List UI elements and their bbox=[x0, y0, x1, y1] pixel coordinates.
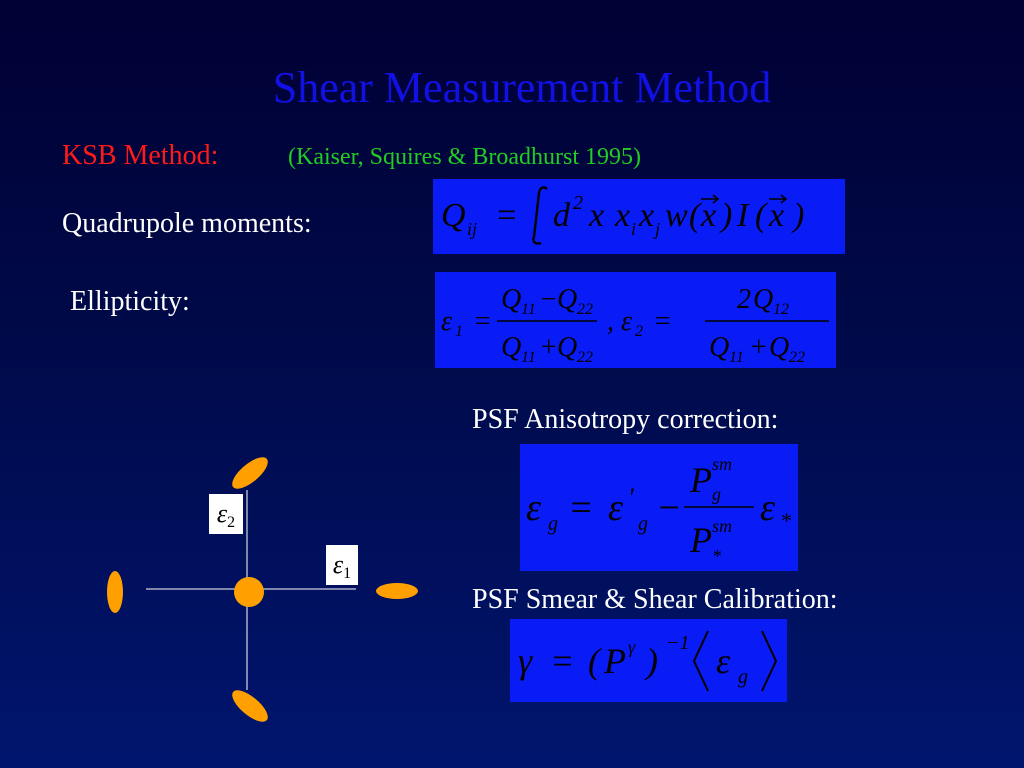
shear-calibration-formula bbox=[510, 619, 787, 702]
slide-title: Shear Measurement Method bbox=[272, 63, 772, 112]
quadrupole-label: Quadrupole moments: bbox=[62, 208, 312, 239]
epsilon-2-subscript: 2 bbox=[227, 514, 236, 531]
svg-text:I: I bbox=[737, 197, 749, 234]
psf-anisotropy-formula bbox=[520, 444, 798, 571]
center-circle bbox=[234, 577, 264, 607]
svg-text:Q: Q bbox=[501, 284, 522, 315]
svg-text:−: − bbox=[656, 487, 682, 529]
svg-text:P: P bbox=[690, 460, 712, 500]
svg-text:x: x bbox=[589, 197, 605, 234]
svg-text:Q: Q bbox=[753, 284, 774, 315]
svg-text:x: x bbox=[769, 197, 785, 234]
svg-text:ε: ε bbox=[716, 641, 731, 681]
svg-text:Q: Q bbox=[441, 197, 466, 234]
epsilon-2-label: ε2 bbox=[209, 494, 243, 534]
svg-text:ij: ij bbox=[467, 219, 478, 239]
epsilon-1-subscript: 1 bbox=[343, 565, 352, 582]
svg-text:2: 2 bbox=[737, 284, 751, 315]
svg-text:11: 11 bbox=[521, 349, 536, 366]
svg-text:Q: Q bbox=[709, 332, 730, 363]
psf-anisotropy-equation bbox=[520, 444, 798, 571]
svg-text:(: ( bbox=[689, 197, 701, 234]
svg-text:22: 22 bbox=[577, 301, 593, 318]
svg-text:=: = bbox=[550, 641, 575, 681]
svg-text:': ' bbox=[628, 483, 634, 512]
svg-text:−1: −1 bbox=[666, 632, 690, 654]
svg-text:g: g bbox=[712, 484, 721, 504]
svg-text:+: + bbox=[539, 332, 558, 363]
svg-text:g: g bbox=[638, 513, 648, 535]
svg-text:ε: ε bbox=[441, 306, 453, 337]
svg-text:,: , bbox=[607, 306, 614, 337]
svg-text:w: w bbox=[665, 197, 688, 234]
ellipticity-formula bbox=[435, 272, 836, 368]
svg-text:11: 11 bbox=[521, 301, 536, 318]
ellipticity-label: Ellipticity: bbox=[70, 286, 190, 317]
svg-text:=: = bbox=[653, 306, 672, 337]
svg-text:i: i bbox=[631, 219, 637, 239]
diagram-shapes bbox=[100, 450, 430, 730]
svg-text:22: 22 bbox=[789, 349, 805, 366]
svg-text:g: g bbox=[738, 666, 748, 688]
quadrupole-formula bbox=[433, 179, 845, 254]
svg-text:2: 2 bbox=[635, 323, 643, 340]
svg-text:−: − bbox=[539, 284, 558, 315]
svg-text:Q: Q bbox=[501, 332, 522, 363]
svg-text:=: = bbox=[473, 306, 492, 337]
svg-text:12: 12 bbox=[773, 301, 789, 318]
svg-text:d: d bbox=[553, 197, 570, 234]
svg-text:(: ( bbox=[755, 197, 767, 234]
svg-text:ε: ε bbox=[621, 306, 633, 337]
svg-text:x: x bbox=[639, 197, 655, 234]
svg-text:g: g bbox=[548, 513, 558, 535]
ellipticity-diagram bbox=[100, 450, 430, 730]
svg-text:x: x bbox=[615, 197, 631, 234]
svg-text:P: P bbox=[690, 520, 712, 560]
svg-text:sm: sm bbox=[712, 454, 733, 474]
svg-text:2: 2 bbox=[573, 192, 583, 214]
svg-text:22: 22 bbox=[577, 349, 593, 366]
ellipse-top bbox=[227, 452, 272, 494]
svg-text:Q: Q bbox=[769, 332, 790, 363]
svg-text:): ) bbox=[646, 641, 658, 681]
ellipse-left bbox=[107, 571, 123, 613]
svg-text:*: * bbox=[712, 546, 721, 566]
svg-text:Q: Q bbox=[557, 332, 578, 363]
svg-text:ε: ε bbox=[526, 487, 541, 529]
svg-text:Q: Q bbox=[557, 284, 578, 315]
psf-anisotropy-label: PSF Anisotropy correction: bbox=[472, 404, 779, 435]
svg-text:γ: γ bbox=[518, 641, 533, 681]
svg-text:+: + bbox=[749, 332, 768, 363]
svg-text:sm: sm bbox=[712, 516, 733, 536]
psf-smear-label: PSF Smear & Shear Calibration: bbox=[472, 584, 838, 615]
quadrupole-equation bbox=[433, 179, 845, 254]
svg-text:ε: ε bbox=[608, 487, 623, 529]
svg-text:11: 11 bbox=[729, 349, 744, 366]
epsilon-1-label: ε1 bbox=[326, 545, 358, 585]
svg-text:γ: γ bbox=[628, 637, 636, 657]
svg-text:*: * bbox=[780, 508, 791, 533]
svg-text:P: P bbox=[604, 641, 626, 681]
ksb-reference: (Kaiser, Squires & Broadhurst 1995) bbox=[288, 144, 641, 170]
ksb-method-label: KSB Method: bbox=[62, 140, 219, 171]
svg-text:): ) bbox=[721, 197, 733, 234]
svg-text:ε: ε bbox=[760, 487, 775, 529]
svg-text:=: = bbox=[568, 487, 594, 529]
svg-text:1: 1 bbox=[455, 323, 463, 340]
svg-text:): ) bbox=[793, 197, 805, 234]
svg-text:(: ( bbox=[588, 641, 600, 681]
ellipse-right bbox=[376, 583, 418, 599]
ellipse-bottom bbox=[227, 685, 272, 727]
shear-calibration-equation bbox=[510, 619, 787, 702]
svg-text:x: x bbox=[701, 197, 717, 234]
ellipticity-equation bbox=[435, 272, 836, 368]
svg-text:=: = bbox=[495, 197, 518, 234]
svg-text:j: j bbox=[655, 219, 661, 239]
